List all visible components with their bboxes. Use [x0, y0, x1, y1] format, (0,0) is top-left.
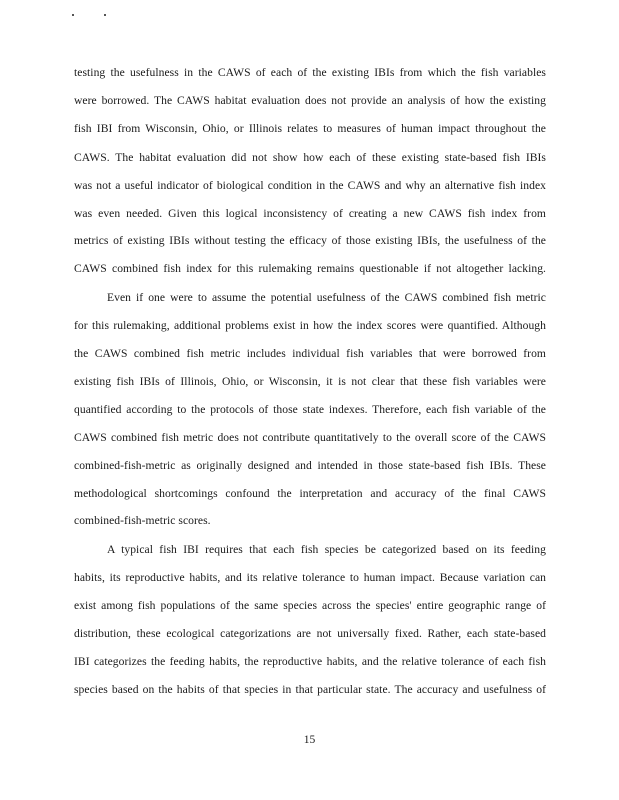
body-line-23: species based on the habits of that species in that particular state. The accuracy and usefulness of: [74, 683, 546, 696]
body-line-16: methodological shortcomings confound the interpretation and accuracy of the final CAWS: [74, 487, 546, 500]
body-line-20: exist among fish populations of the same species across the species' entire geographic range of: [74, 599, 546, 612]
body-line-10: for this rulemaking, additional problems exist in how the index scores were quantified. Although: [74, 319, 546, 332]
body-line-18: A typical fish IBI requires that each fish species be categorized based on its feeding: [107, 543, 546, 556]
body-line-6: was even needed. Given this logical inconsistency of creating a new CAWS fish index from: [74, 207, 546, 220]
body-line-15: combined-fish-metric as originally designed and intended in those state-based fish IBIs. These: [74, 459, 546, 472]
body-line-21: distribution, these ecological categorizations are not universally fixed. Rather, each state-based: [74, 627, 546, 640]
body-line-13: quantified according to the protocols of those state indexes. Therefore, each fish variable of the: [74, 403, 546, 416]
body-line-4: CAWS. The habitat evaluation did not show how each of these existing state-based fish IBIs: [74, 151, 546, 164]
body-line-1: testing the usefulness in the CAWS of each of the existing IBIs from which the fish variables: [74, 66, 546, 79]
page-number: 15: [303, 734, 316, 746]
body-line-14: CAWS combined fish metric does not contribute quantitatively to the overall score of the CAWS: [74, 431, 546, 444]
body-line-2: were borrowed. The CAWS habitat evaluation does not provide an analysis of how the existing: [74, 94, 546, 107]
body-line-17: combined-fish-metric scores.: [74, 514, 211, 527]
body-line-9: Even if one were to assume the potential usefulness of the CAWS combined fish metric: [107, 291, 546, 304]
body-line-5: was not a useful indicator of biological condition in the CAWS and why an alternative fish index: [74, 179, 546, 192]
body-line-3: fish IBI from Wisconsin, Ohio, or Illinois relates to measures of human impact throughout the: [74, 122, 546, 135]
body-line-7: metrics of existing IBIs without testing the efficacy of those existing IBIs, the usefulness of the: [74, 234, 546, 247]
body-line-8: CAWS combined fish index for this rulemaking remains questionable if not altogether lacking.: [74, 262, 546, 275]
body-line-22: IBI categorizes the feeding habits, the reproductive habits, and the relative tolerance of each fish: [74, 655, 546, 668]
body-line-11: the CAWS combined fish metric includes individual fish variables that were borrowed from: [74, 347, 546, 360]
body-line-19: habits, its reproductive habits, and its relative tolerance to human impact. Because variation can: [74, 571, 546, 584]
scan-marks: [72, 8, 112, 18]
body-line-12: existing fish IBIs of Illinois, Ohio, or Wisconsin, it is not clear that these fish variables were: [74, 375, 546, 388]
